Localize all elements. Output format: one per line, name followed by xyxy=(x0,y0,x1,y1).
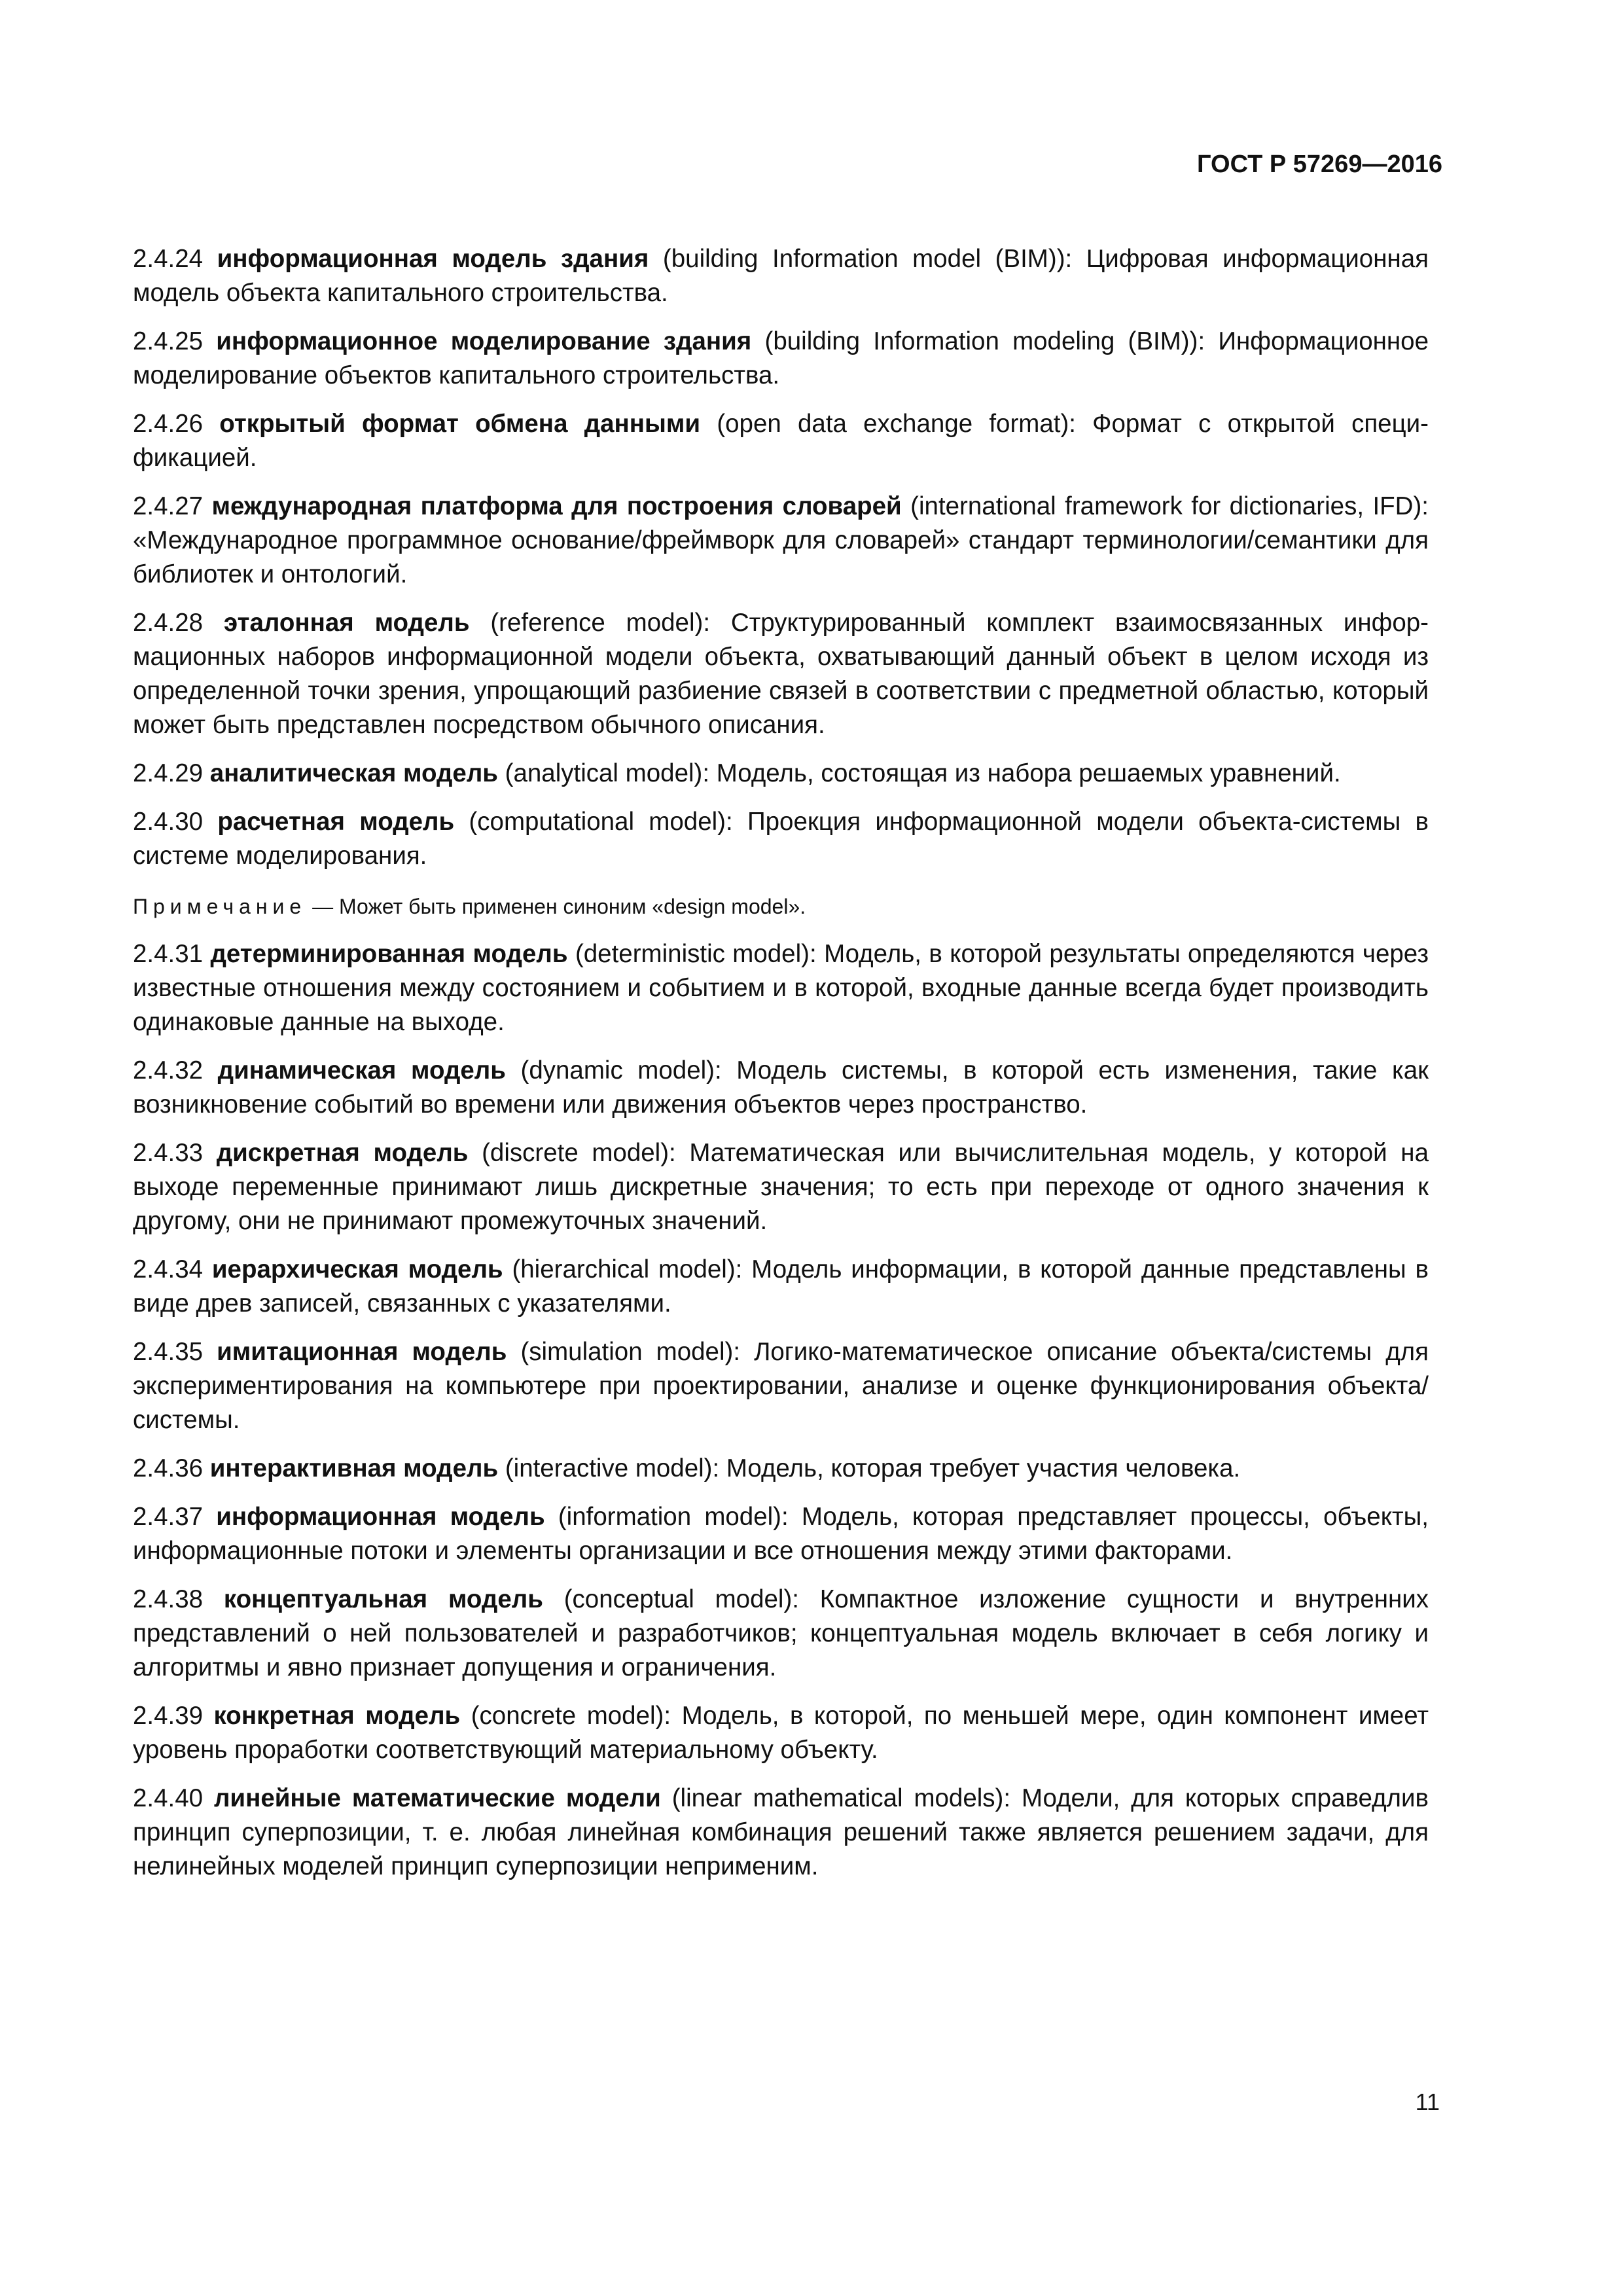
term-entry-2-4-31 xyxy=(133,937,1429,1039)
entry-term: детерминированная модель xyxy=(210,940,568,968)
standard-designation: ГОСТ Р 57269—2016 xyxy=(1197,151,1442,178)
page-number: 11 xyxy=(1415,2089,1440,2115)
entry-english-term: (building Information modeling (BIM)) xyxy=(764,327,1198,355)
entry-term: имитационная модель xyxy=(217,1338,507,1366)
entry-definition: : Модель информации, в которой данные представлены в виде древ записей, связанных с указателями. xyxy=(133,1255,1429,1318)
entry-number: 2.4.31 xyxy=(133,940,204,968)
entry-definition: : Математическая или вычислительная модель, у которой на выходе переменные принимают лишь дискретные значения; то есть при переходе от одного значения к другому, они не принимают промежуточных значений. xyxy=(133,1139,1429,1235)
term-entry-2-4-29 xyxy=(133,757,1429,791)
entry-english-term: (reference model) xyxy=(490,609,704,637)
entry-definition: : Модель, в которой, по меньшей мере, один компонент имеет уровень проработки соответствующий материальному объекту. xyxy=(133,1702,1429,1764)
term-entry-2-4-40 xyxy=(133,1782,1429,1884)
term-entry-2-4-36 xyxy=(133,1452,1429,1486)
term-entry-2-4-38 xyxy=(133,1583,1429,1685)
entry-number: 2.4.34 xyxy=(133,1255,204,1283)
entry-term: конкретная модель xyxy=(213,1702,461,1730)
entry-number: 2.4.27 xyxy=(133,492,204,520)
entry-definition: : Структурированный комплект взаимосвязанных информационных наборов информационной модели объекта, охватывающий данный объект в целом исходя из определенной точки зрения, упрощающий разбиение связей в соответствии с предметной областью, который может быть представлен посредством обычного описания. xyxy=(133,609,1429,739)
entry-english-term: (building Information model (BIM)) xyxy=(662,245,1065,273)
entry-definition: : Модель системы, в которой есть изменения, такие как возникновение событий во времени или движения объектов через пространство. xyxy=(133,1056,1429,1119)
entry-number: 2.4.26 xyxy=(133,410,204,438)
entry-term: информационная модель здания xyxy=(217,245,649,273)
entry-definition: : Информационное моделирование объектов капитального строительства. xyxy=(133,327,1429,389)
entry-number: 2.4.36 xyxy=(133,1454,204,1482)
entry-number: 2.4.33 xyxy=(133,1139,204,1167)
entry-definition: : Модель, в которой результаты определяются через известные отношения между состоянием и событием и в которой, входные данные всегда будет производить одинаковые данные на выходе. xyxy=(133,940,1429,1036)
entry-definition: : Модели, для которых справедлив принцип суперпозиции, т. е. любая линейная комбинация решений также является решением задачи, для нелинейных моделей принцип суперпозиции неприменим. xyxy=(133,1784,1429,1880)
entry-english-term: (interactive model) xyxy=(505,1454,713,1482)
entry-definition: : Модель, состоящая из набора решаемых уравнений. xyxy=(702,759,1341,787)
entry-number: 2.4.24 xyxy=(133,245,204,273)
entry-number: 2.4.40 xyxy=(133,1784,204,1812)
entry-number: 2.4.35 xyxy=(133,1338,204,1366)
terms-list xyxy=(133,242,1429,1898)
entry-english-term: (international framework for dictionaries, IFD) xyxy=(910,492,1422,520)
entry-number: 2.4.29 xyxy=(133,759,204,787)
entry-english-term: (information model) xyxy=(558,1503,782,1531)
term-entry-2-4-39 xyxy=(133,1699,1429,1767)
entry-definition: : Логико-математическое описание объекта/системы для экспериментирования на компьютере при проектировании, анализе и оценке функционирования объекта/системы. xyxy=(133,1338,1429,1434)
entry-definition: : Проекция информационной модели объекта-системы в системе моделирования. xyxy=(133,808,1429,870)
term-entry-2-4-26 xyxy=(133,407,1429,475)
term-entry-2-4-34 xyxy=(133,1253,1429,1321)
entry-term: динамическая модель xyxy=(217,1056,506,1085)
entry-english-term: (concrete model) xyxy=(471,1702,664,1730)
entry-english-term: (simulation model) xyxy=(520,1338,734,1366)
entry-english-term: (discrete model) xyxy=(482,1139,669,1167)
entry-number: 2.4.39 xyxy=(133,1702,204,1730)
entry-number: 2.4.32 xyxy=(133,1056,204,1085)
term-entry-2-4-25 xyxy=(133,325,1429,393)
entry-term: международная платформа для построения словарей xyxy=(211,492,902,520)
entry-term: расчетная модель xyxy=(217,808,455,836)
entry-number: 2.4.38 xyxy=(133,1585,204,1613)
entry-definition: : Компактное изложение сущности и внутренних представлений о ней пользователей и разработчиков; концептуальная модель включает в себя логику и алгоритмы и явно признает допущения и ограничения. xyxy=(133,1585,1429,1681)
entry-number: 2.4.28 xyxy=(133,609,204,637)
entry-english-term: (open data exchange format) xyxy=(717,410,1069,438)
entry-definition: : Модель, которая представляет процессы, объекты, информационные потоки и элементы организации и все отношения между этими факторами. xyxy=(133,1503,1429,1565)
entry-term: информационная модель xyxy=(216,1503,545,1531)
term-entry-2-4-35 xyxy=(133,1335,1429,1437)
note-label: Примечание xyxy=(133,895,307,918)
term-entry-2-4-28 xyxy=(133,606,1429,742)
entry-english-term: (computational model) xyxy=(469,808,726,836)
entry-number: 2.4.37 xyxy=(133,1503,204,1531)
term-entry-2-4-37 xyxy=(133,1500,1429,1568)
entry-term: концептуальная модель xyxy=(223,1585,543,1613)
entry-term: иерархическая модель xyxy=(211,1255,503,1283)
entry-definition: : Модель, которая требует участия человека. xyxy=(712,1454,1241,1482)
entry-definition: : Цифровая информационная модель объекта капитального строительства. xyxy=(133,245,1429,307)
entry-definition: : Формат с открытой спецификацией. xyxy=(133,410,1429,472)
entry-term: интерактивная модель xyxy=(209,1454,499,1482)
entry-term: информационное моделирование здания xyxy=(216,327,752,355)
note-design-model xyxy=(133,888,1429,923)
entry-english-term: (deterministic model) xyxy=(575,940,810,968)
entry-term: эталонная модель xyxy=(223,609,470,637)
note-text: — Может быть применен синоним «design model». xyxy=(306,895,806,918)
entry-definition: : «Международное программное основание/фреймворк для словарей» стандарт терминологии/семантики для библиотек и онтологий. xyxy=(133,492,1429,588)
term-entry-2-4-32 xyxy=(133,1054,1429,1122)
entry-term: линейные математические модели xyxy=(213,1784,661,1812)
entry-english-term: (conceptual model) xyxy=(563,1585,793,1613)
entry-term: дискретная модель xyxy=(216,1139,469,1167)
entry-term: аналитическая модель xyxy=(209,759,498,787)
term-entry-2-4-30 xyxy=(133,805,1429,873)
term-entry-2-4-27 xyxy=(133,490,1429,592)
term-entry-2-4-24 xyxy=(133,242,1429,310)
entry-english-term: (dynamic model) xyxy=(520,1056,715,1085)
entry-number: 2.4.25 xyxy=(133,327,204,355)
entry-number: 2.4.30 xyxy=(133,808,204,836)
entry-english-term: (hierarchical model) xyxy=(512,1255,736,1283)
term-entry-2-4-33 xyxy=(133,1136,1429,1238)
entry-english-term: (analytical model) xyxy=(505,759,703,787)
entry-english-term: (linear mathematical models) xyxy=(671,1784,1004,1812)
entry-term: открытый формат обмена данными xyxy=(219,410,701,438)
